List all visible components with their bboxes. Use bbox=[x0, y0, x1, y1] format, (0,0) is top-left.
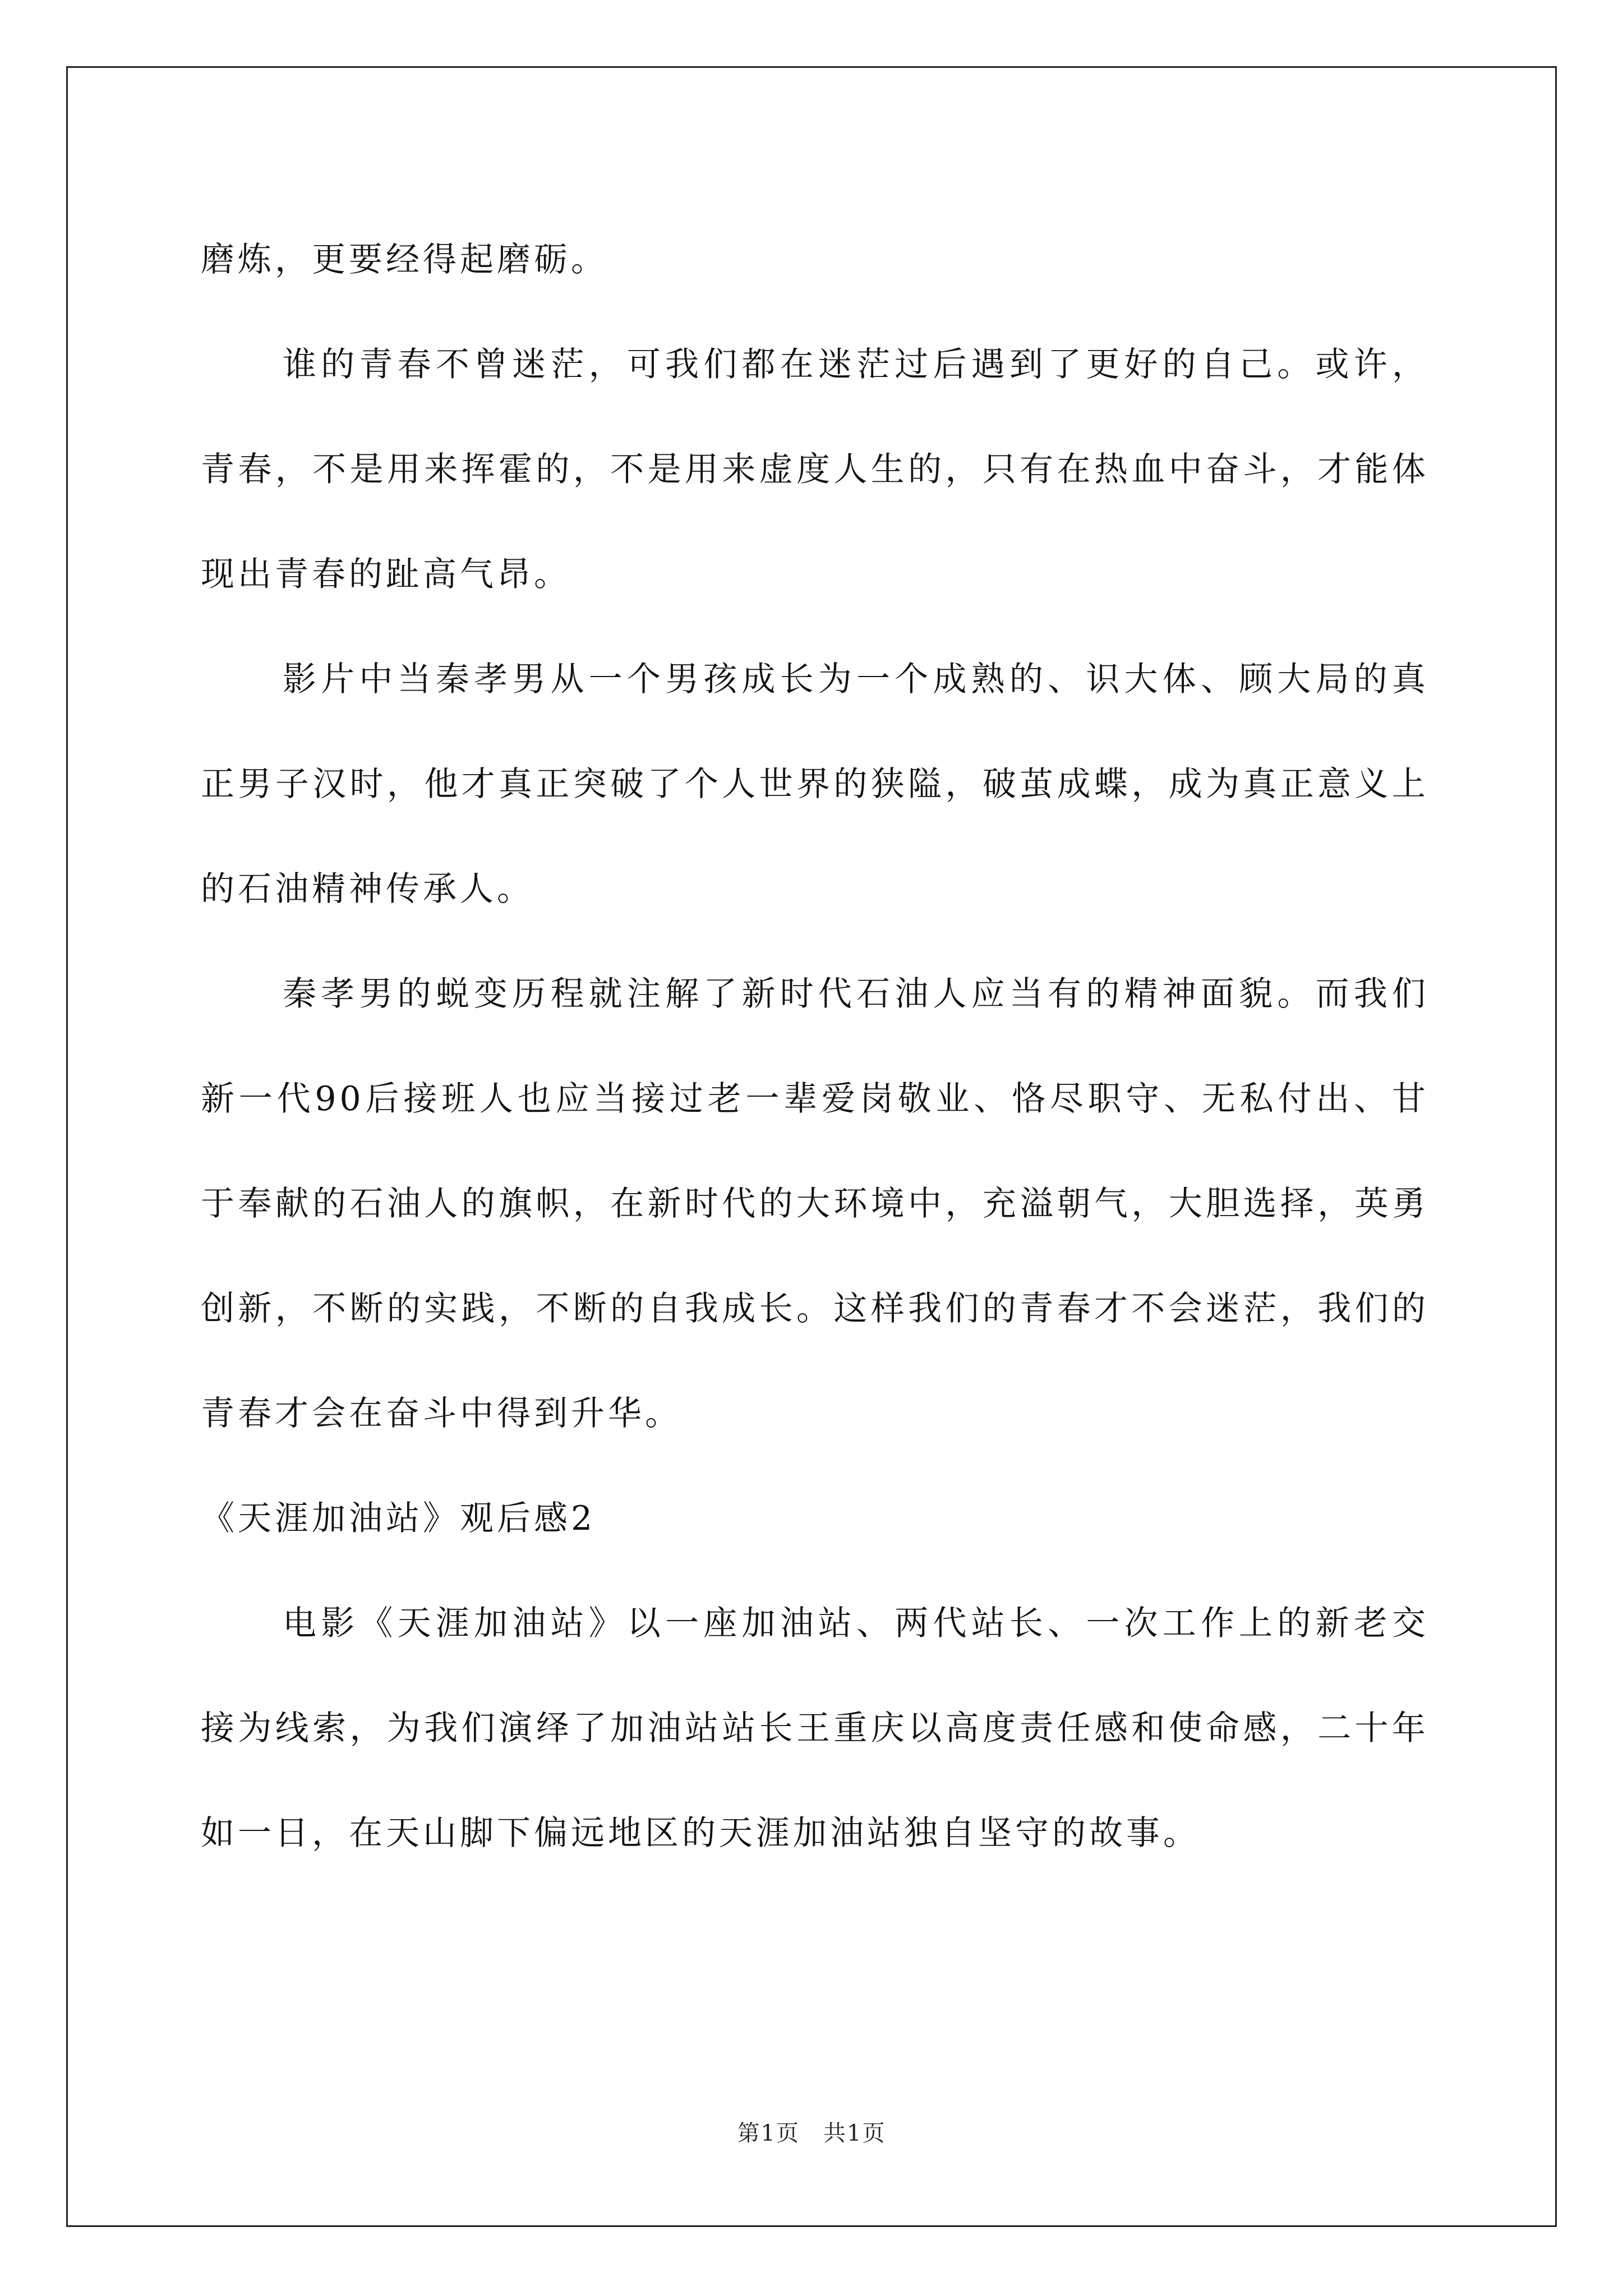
section-title: 《天涯加油站》观后感2 bbox=[201, 1499, 596, 1538]
document-body bbox=[201, 208, 1429, 1886]
paragraph: 秦孝男的蜕变历程就注解了新时代石油人应当有的精神面貌。而我们新一代90后接班人也应当接过老一辈爱岗敬业、恪尽职守、无私付出、甘于奉献的石油人的旗帜，在新时代的大环境中，充溢朝气，大胆选择，英勇创新，不断的实践，不断的自我成长。这样我们的青春才不会迷茫，我们的青春才会在奋斗中得到升华。 bbox=[201, 974, 1429, 1433]
paragraph: 谁的青春不曾迷茫，可我们都在迷茫过后遇到了更好的自己。或许，青春，不是用来挥霍的，不是用来虚度人生的，只有在热血中奋斗，才能体现出青春的趾高气昂。 bbox=[201, 345, 1429, 594]
paragraph-continuation: 磨炼，更要经得起磨砺。 bbox=[201, 240, 608, 279]
paragraph: 影片中当秦孝男从一个男孩成长为一个成熟的、识大体、顾大局的真正男子汉时，他才真正突破了个人世界的狭隘，破茧成蝶，成为真正意义上的石油精神传承人。 bbox=[201, 660, 1429, 909]
paragraph: 电影《天涯加油站》以一座加油站、两代站长、一次工作上的新老交接为线索，为我们演绎了加油站站长王重庆以高度责任感和使命感，二十年如一日，在天山脚下偏远地区的天涯加油站独自坚守的故事。 bbox=[201, 1604, 1429, 1853]
page-number-footer: 第1页 共1页 bbox=[737, 2120, 886, 2146]
